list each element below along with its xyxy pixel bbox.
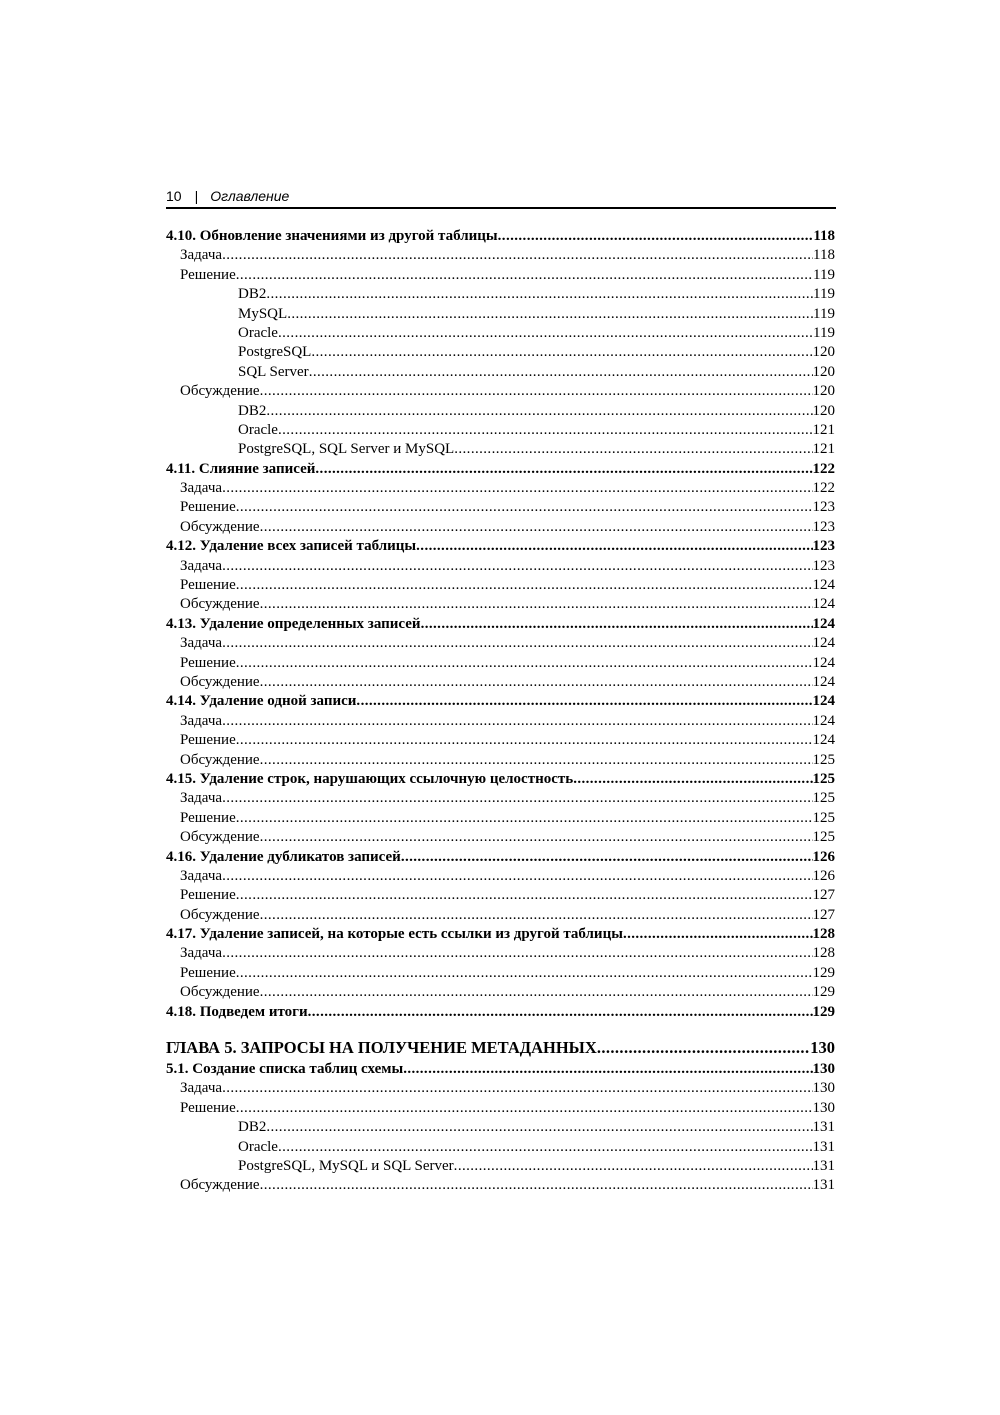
dot-leader bbox=[222, 789, 812, 808]
toc-entry-title: Задача bbox=[180, 557, 223, 574]
toc-section-entry[interactable] bbox=[166, 460, 835, 479]
toc-subsection-entry[interactable] bbox=[166, 906, 835, 925]
dot-leader bbox=[454, 440, 812, 459]
dot-leader bbox=[260, 983, 813, 1002]
toc-entry-title: PostgreSQL, SQL Server и MySQL bbox=[238, 441, 455, 458]
toc-subsection-entry[interactable] bbox=[166, 828, 835, 847]
toc-subsection-entry[interactable] bbox=[166, 557, 835, 576]
running-title: Оглавление bbox=[210, 188, 290, 204]
toc-entry-page: 120 bbox=[812, 363, 835, 380]
toc-subsection-entry[interactable] bbox=[166, 324, 835, 343]
dot-leader bbox=[236, 498, 813, 517]
toc-subsection-entry[interactable] bbox=[166, 751, 835, 770]
toc-entry-page: 124 bbox=[812, 577, 835, 594]
dot-leader bbox=[260, 1176, 813, 1195]
toc-entry-page: 131 bbox=[812, 1157, 835, 1174]
dot-leader bbox=[260, 906, 813, 925]
toc-entry-title: Решение bbox=[180, 499, 236, 516]
toc-entry-title: 4.17. Удаление записей, на которые есть ссылки из другой таблицы bbox=[166, 926, 623, 943]
toc-entry-title: Обсуждение bbox=[180, 383, 260, 400]
running-head bbox=[166, 186, 836, 206]
toc-entry-page: 131 bbox=[812, 1177, 835, 1194]
toc-subsection-entry[interactable] bbox=[166, 246, 835, 265]
dot-leader bbox=[454, 1157, 813, 1176]
toc-entry-page: 131 bbox=[812, 1138, 835, 1155]
toc-entry-title: Задача bbox=[180, 790, 223, 807]
toc-subsection-entry[interactable] bbox=[166, 634, 835, 653]
dot-leader bbox=[260, 828, 813, 847]
toc-section-entry[interactable] bbox=[166, 1060, 835, 1079]
toc-entry-title: Задача bbox=[180, 867, 223, 884]
dot-leader bbox=[356, 692, 812, 711]
toc-entry-page: 119 bbox=[813, 305, 835, 322]
toc-subsection-entry[interactable] bbox=[166, 1176, 835, 1195]
dot-leader bbox=[308, 1003, 813, 1022]
dot-leader bbox=[401, 848, 813, 867]
dot-leader bbox=[266, 402, 812, 421]
toc-entry-page: 122 bbox=[812, 460, 835, 477]
toc-entry-page: 124 bbox=[812, 673, 835, 690]
toc-subsection-entry[interactable] bbox=[166, 1138, 835, 1157]
toc-entry-title: MySQL bbox=[238, 305, 288, 322]
toc-section-entry[interactable] bbox=[166, 692, 835, 711]
toc-entry-title: 4.18. Подведем итоги bbox=[166, 1003, 308, 1020]
toc-entry-title: DB2 bbox=[238, 1119, 267, 1136]
toc-subsection-entry[interactable] bbox=[166, 944, 835, 963]
dot-leader bbox=[266, 1118, 812, 1137]
dot-leader bbox=[278, 1138, 813, 1157]
toc-subsection-entry[interactable] bbox=[166, 1079, 835, 1098]
toc-subsection-entry[interactable] bbox=[166, 498, 835, 517]
toc-entry-title: Обсуждение bbox=[180, 906, 260, 923]
toc-subsection-entry[interactable] bbox=[166, 305, 835, 324]
toc-subsection-entry[interactable] bbox=[166, 576, 835, 595]
toc-entry-page: 130 bbox=[812, 1061, 835, 1078]
dot-leader bbox=[260, 751, 813, 770]
toc-entry-title: Решение bbox=[180, 1099, 236, 1116]
toc-subsection-entry[interactable] bbox=[166, 886, 835, 905]
dot-leader bbox=[311, 343, 812, 362]
toc-entry-title: 4.15. Удаление строк, нарушающих ссылочную целостность bbox=[166, 770, 574, 787]
toc-entry-title: Задача bbox=[180, 480, 223, 497]
toc-entry-page: 126 bbox=[812, 867, 835, 884]
toc-entry-page: 123 bbox=[812, 518, 835, 535]
toc-entry-page: 124 bbox=[812, 693, 835, 710]
toc-entry-page: 118 bbox=[813, 228, 835, 244]
dot-leader bbox=[498, 227, 814, 246]
header-rule bbox=[166, 207, 836, 209]
dot-leader bbox=[236, 654, 813, 673]
toc-subsection-entry[interactable] bbox=[166, 266, 835, 285]
dot-leader bbox=[222, 712, 812, 731]
dot-leader bbox=[309, 363, 813, 382]
toc-entry-title: Задача bbox=[180, 712, 223, 729]
toc-entry-title: Oracle bbox=[238, 324, 278, 341]
dot-leader bbox=[266, 285, 813, 304]
dot-leader bbox=[236, 731, 813, 750]
toc-entry-page: 126 bbox=[812, 848, 835, 865]
toc-subsection-entry[interactable] bbox=[166, 402, 835, 421]
table-of-contents bbox=[166, 227, 835, 1196]
toc-entry-title: Решение bbox=[180, 809, 236, 826]
toc-entry-page: 125 bbox=[812, 770, 835, 787]
toc-entry-title: 5.1. Создание списка таблиц схемы bbox=[166, 1061, 404, 1078]
toc-entry-page: 129 bbox=[812, 1003, 835, 1020]
toc-entry-title: Задача bbox=[180, 945, 223, 962]
toc-entry-page: 124 bbox=[812, 654, 835, 671]
toc-entry-title: PostgreSQL, MySQL и SQL Server bbox=[238, 1157, 454, 1174]
toc-entry-page: 122 bbox=[812, 480, 835, 497]
toc-entry-page: 121 bbox=[812, 421, 835, 438]
toc-subsection-entry[interactable] bbox=[166, 479, 835, 498]
toc-subsection-entry[interactable] bbox=[166, 1118, 835, 1137]
dot-leader bbox=[236, 886, 813, 905]
header-separator: | bbox=[194, 188, 199, 204]
toc-entry-title: Обсуждение bbox=[180, 518, 260, 535]
toc-subsection-entry[interactable] bbox=[166, 363, 835, 382]
toc-entry-title: Обсуждение bbox=[180, 1177, 260, 1194]
toc-entry-title: 4.10. Обновление значениями из другой таблицы bbox=[166, 228, 498, 244]
dot-leader bbox=[236, 266, 813, 285]
toc-entry-page: 124 bbox=[812, 732, 835, 749]
dot-leader bbox=[623, 925, 813, 944]
dot-leader bbox=[315, 460, 812, 479]
toc-entry-page: 120 bbox=[812, 402, 835, 419]
toc-entry-title: 4.11. Слияние записей bbox=[166, 460, 316, 477]
dot-leader bbox=[236, 576, 813, 595]
toc-entry-title: Решение bbox=[180, 964, 236, 981]
dot-leader bbox=[222, 557, 812, 576]
dot-leader bbox=[260, 518, 813, 537]
toc-entry-page: 129 bbox=[812, 984, 835, 1001]
toc-subsection-entry[interactable] bbox=[166, 809, 835, 828]
dot-leader bbox=[260, 382, 813, 401]
toc-chapter-entry[interactable] bbox=[166, 1036, 835, 1060]
toc-entry-title: Обсуждение bbox=[180, 751, 260, 768]
toc-subsection-entry[interactable] bbox=[166, 673, 835, 692]
toc-subsection-entry[interactable] bbox=[166, 964, 835, 983]
toc-entry-page: 124 bbox=[812, 596, 835, 613]
toc-entry-title: Задача bbox=[180, 247, 223, 264]
toc-entry-page: 121 bbox=[812, 441, 835, 458]
toc-entry-page: 125 bbox=[812, 751, 835, 768]
toc-entry-title: Решение bbox=[180, 577, 236, 594]
toc-entry-page: 123 bbox=[812, 557, 835, 574]
toc-entry-title: Решение bbox=[180, 266, 236, 283]
toc-subsection-entry[interactable] bbox=[166, 343, 835, 362]
toc-entry-page: 123 bbox=[812, 499, 835, 516]
dot-leader bbox=[222, 246, 813, 265]
dot-leader bbox=[278, 324, 813, 343]
dot-leader bbox=[222, 1079, 812, 1098]
toc-entry-title: PostgreSQL bbox=[238, 344, 312, 361]
toc-section-entry[interactable] bbox=[166, 848, 835, 867]
toc-entry-title: 4.13. Удаление определенных записей bbox=[166, 615, 421, 632]
toc-section-entry[interactable] bbox=[166, 615, 835, 634]
toc-entry-title: Решение bbox=[180, 654, 236, 671]
toc-entry-title: Задача bbox=[180, 635, 223, 652]
toc-entry-page: 124 bbox=[812, 635, 835, 652]
toc-entry-page: 124 bbox=[812, 712, 835, 729]
toc-subsection-entry[interactable] bbox=[166, 1157, 835, 1176]
toc-entry-page: 120 bbox=[812, 383, 835, 400]
toc-section-entry[interactable] bbox=[166, 227, 835, 246]
toc-subsection-entry[interactable] bbox=[166, 867, 835, 886]
toc-section-entry[interactable] bbox=[166, 770, 835, 789]
toc-entry-title: SQL Server bbox=[238, 363, 309, 380]
dot-leader bbox=[421, 615, 813, 634]
toc-subsection-entry[interactable] bbox=[166, 518, 835, 537]
toc-subsection-entry[interactable] bbox=[166, 731, 835, 750]
page-number: 10 bbox=[166, 188, 182, 204]
dot-leader bbox=[403, 1060, 812, 1079]
toc-entry-title: Обсуждение bbox=[180, 984, 260, 1001]
toc-entry-page: 130 bbox=[812, 1099, 835, 1116]
toc-entry-page: 124 bbox=[812, 615, 835, 632]
dot-leader bbox=[222, 944, 812, 963]
toc-entry-title: Обсуждение bbox=[180, 673, 260, 690]
toc-subsection-entry[interactable] bbox=[166, 595, 835, 614]
toc-entry-page: 123 bbox=[812, 538, 835, 555]
toc-entry-page: 118 bbox=[813, 247, 835, 264]
dot-leader bbox=[287, 305, 813, 324]
toc-entry-title: Oracle bbox=[238, 1138, 278, 1155]
dot-leader bbox=[260, 595, 813, 614]
dot-leader bbox=[236, 809, 813, 828]
dot-leader bbox=[222, 634, 812, 653]
toc-entry-page: 119 bbox=[813, 266, 835, 283]
toc-subsection-entry[interactable] bbox=[166, 421, 835, 440]
toc-entry-title: ГЛАВА 5. ЗАПРОСЫ НА ПОЛУЧЕНИЕ МЕТАДАННЫХ bbox=[166, 1038, 597, 1058]
toc-entry-title: Обсуждение bbox=[180, 596, 260, 613]
toc-subsection-entry[interactable] bbox=[166, 1099, 835, 1118]
toc-entry-title: Задача bbox=[180, 1080, 223, 1097]
toc-entry-page: 127 bbox=[812, 887, 835, 904]
toc-entry-page: 125 bbox=[812, 809, 835, 826]
toc-entry-title: Решение bbox=[180, 887, 236, 904]
toc-entry-page: 119 bbox=[813, 324, 835, 341]
dot-leader bbox=[236, 964, 813, 983]
dot-leader bbox=[416, 537, 812, 556]
toc-subsection-entry[interactable] bbox=[166, 789, 835, 808]
toc-entry-title: Обсуждение bbox=[180, 829, 260, 846]
toc-entry-page: 125 bbox=[812, 829, 835, 846]
toc-entry-title: DB2 bbox=[238, 402, 267, 419]
toc-entry-title: Решение bbox=[180, 732, 236, 749]
toc-subsection-entry[interactable] bbox=[166, 285, 835, 304]
toc-entry-page: 129 bbox=[812, 964, 835, 981]
toc-entry-page: 128 bbox=[812, 945, 835, 962]
toc-subsection-entry[interactable] bbox=[166, 654, 835, 673]
dot-leader bbox=[573, 770, 812, 789]
toc-section-entry[interactable] bbox=[166, 537, 835, 556]
toc-entry-page: 119 bbox=[813, 286, 835, 303]
dot-leader bbox=[260, 673, 813, 692]
toc-entry-page: 130 bbox=[810, 1038, 835, 1058]
toc-subsection-entry[interactable] bbox=[166, 983, 835, 1002]
dot-leader bbox=[236, 1099, 813, 1118]
toc-entry-page: 130 bbox=[812, 1080, 835, 1097]
toc-entry-page: 125 bbox=[812, 790, 835, 807]
dot-leader bbox=[597, 1036, 810, 1060]
toc-subsection-entry[interactable] bbox=[166, 382, 835, 401]
toc-section-entry[interactable] bbox=[166, 925, 835, 944]
toc-entry-page: 131 bbox=[812, 1119, 835, 1136]
toc-subsection-entry[interactable] bbox=[166, 712, 835, 731]
dot-leader bbox=[222, 479, 812, 498]
toc-entry-page: 120 bbox=[812, 344, 835, 361]
dot-leader bbox=[278, 421, 813, 440]
toc-subsection-entry[interactable] bbox=[166, 440, 835, 459]
toc-entry-title: 4.16. Удаление дубликатов записей bbox=[166, 848, 401, 865]
toc-entry-title: 4.12. Удаление всех записей таблицы bbox=[166, 538, 417, 555]
toc-entry-page: 127 bbox=[812, 906, 835, 923]
toc-section-entry[interactable] bbox=[166, 1003, 835, 1022]
toc-entry-page: 128 bbox=[812, 926, 835, 943]
toc-entry-title: DB2 bbox=[238, 286, 267, 303]
dot-leader bbox=[222, 867, 812, 886]
toc-entry-title: 4.14. Удаление одной записи bbox=[166, 693, 357, 710]
toc-entry-title: Oracle bbox=[238, 421, 278, 438]
